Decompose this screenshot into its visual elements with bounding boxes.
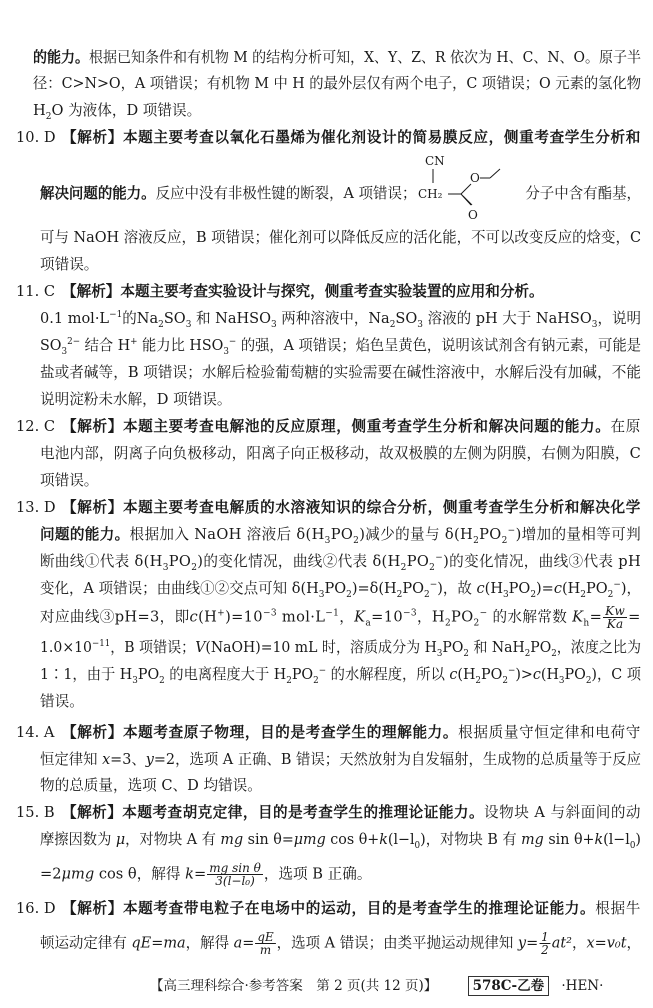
line-content <box>40 774 262 798</box>
text-line <box>40 828 641 852</box>
text-line <box>62 415 641 439</box>
text-segment: 3 <box>132 675 138 686</box>
text-segment: x <box>102 751 111 768</box>
text-line <box>33 46 641 70</box>
text-segment: −3 <box>262 608 277 619</box>
text-segment: )=10 <box>225 608 263 626</box>
text-segment: K <box>354 608 366 626</box>
text-segment: 2 <box>158 319 164 330</box>
text-line <box>40 253 641 277</box>
text-segment: 反应中没有非极性键的断裂，A 项错误； <box>155 185 417 202</box>
bond <box>490 169 500 178</box>
text-segment: ，B 项错误； <box>110 639 196 656</box>
line-content <box>40 577 641 601</box>
text-segment: + <box>130 337 138 348</box>
analysis-heading: 【解析】本题主要考查电解池的反应原理，侧重考查学生分析和解决问题的能力。 <box>62 418 611 435</box>
fraction <box>255 931 275 956</box>
text-segment: 对应曲线③pH=3，即 <box>40 608 190 626</box>
text-segment: 电池内部，阴离子向负极移动，阳离子向正极移动，故双极膜的左侧为阴膜，右侧为阳膜，C <box>40 445 641 462</box>
text-segment: 溶液的 pH 大于 NaHSO <box>422 310 592 327</box>
text-segment: k <box>185 865 194 883</box>
line-content <box>40 550 641 574</box>
text-line <box>40 361 641 385</box>
text-segment: )=δ(H <box>351 580 397 597</box>
text-segment: 设物块 A 与斜面间的动 <box>484 804 641 821</box>
text-segment: 2 <box>313 675 319 686</box>
text-segment: h <box>583 618 590 629</box>
text-segment: 2 <box>502 675 508 686</box>
text-segment: PO <box>291 666 314 683</box>
page-footer <box>150 975 603 997</box>
text-segment: )，对物块 B 有 <box>420 831 522 848</box>
text-segment: 3 <box>591 319 598 330</box>
text-segment: c <box>532 666 541 683</box>
text-segment: 在原 <box>610 418 641 435</box>
text-segment: − <box>429 580 438 591</box>
line-content <box>40 253 98 277</box>
text-line <box>62 280 641 304</box>
text-segment: 能力比 HSO <box>137 337 224 354</box>
text-segment: 2 <box>444 618 452 629</box>
text-segment: a <box>365 618 372 629</box>
fraction <box>539 931 551 956</box>
text-segment: SO <box>395 310 418 327</box>
line-content <box>40 226 641 250</box>
text-segment: 0 <box>414 840 421 851</box>
text-segment: ) <box>635 831 641 848</box>
text-segment: (H <box>561 580 581 597</box>
text-segment: SO <box>40 337 62 354</box>
cyano-label: CN <box>425 154 445 168</box>
text-segment: = <box>594 934 607 952</box>
text-segment: 2− <box>67 337 81 348</box>
analysis-heading: 【解析】本题主要考查以氧化石墨烯为催化剂设计的简易膜反应，侧重考查学生分析和 <box>62 129 641 146</box>
text-segment: 项错误。 <box>40 256 99 273</box>
text-line <box>33 72 641 96</box>
text-segment: 摩擦因数为 <box>40 831 116 848</box>
text-segment: + <box>217 608 226 619</box>
text-segment: PO <box>168 553 192 570</box>
text-segment: 3 <box>502 589 509 600</box>
text-segment: a <box>233 934 243 952</box>
text-segment: 变化，A 项错误；由曲线①②交点可知 δ(H <box>40 580 319 597</box>
text-line <box>40 388 641 412</box>
text-segment: )，C 项 <box>591 666 641 683</box>
text-segment: sin θ+ <box>543 831 595 848</box>
text-line <box>40 307 641 331</box>
text-line <box>62 126 641 150</box>
question-number: 12. C <box>16 418 56 435</box>
line-content <box>40 862 371 887</box>
text-segment: = <box>193 865 207 883</box>
text-line <box>40 690 641 714</box>
text-segment: mg <box>220 831 244 848</box>
analysis-heading: 解决问题的能力。 <box>40 185 156 202</box>
text-segment: )= <box>536 580 554 597</box>
text-segment: 错误。 <box>40 693 84 710</box>
text-segment: ，H <box>416 608 445 626</box>
analysis-heading: 【解析】本题主要考查实验设计与探究，侧重考查实验装置的应用和分析。 <box>62 283 544 300</box>
text-segment: μmg <box>293 831 326 848</box>
text-segment: PO <box>481 666 503 683</box>
question-number: 15. B <box>16 804 55 821</box>
line-content <box>40 523 641 547</box>
text-segment: 的强，A 项错误；焰色呈黄色，说明该试剂含有钠元素，可能是 <box>236 337 641 354</box>
bond <box>463 196 472 205</box>
text-line <box>40 748 641 772</box>
text-segment: 分子中含有酯基， <box>525 185 641 202</box>
analysis-heading: 的能力。 <box>33 49 89 66</box>
text-segment: 2 <box>580 589 586 600</box>
text-segment: 3 <box>162 562 169 573</box>
text-segment: H <box>33 102 46 119</box>
numerator: Kw <box>605 604 626 618</box>
text-segment: 的Na <box>122 310 159 327</box>
numerator: qE <box>257 930 274 944</box>
text-segment: 0 <box>629 840 636 851</box>
text-segment: 根据质量守恒定律和电荷守 <box>458 724 641 741</box>
text-segment: c <box>476 580 485 597</box>
text-segment: 1.0×10 <box>40 639 92 656</box>
denominator: 2 <box>541 943 549 957</box>
text-line <box>40 469 641 493</box>
text-segment: 2 <box>429 562 436 573</box>
text-segment: 2 <box>424 589 430 600</box>
text-segment: 2 <box>353 535 360 546</box>
text-line <box>40 605 641 629</box>
text-segment: 3 <box>558 675 565 686</box>
text-segment: PO <box>479 526 502 543</box>
text-segment: PO <box>451 608 474 626</box>
text-segment: 的水解程度，所以 <box>326 666 450 683</box>
numerator: mg sin θ <box>209 861 261 875</box>
carbonyl-oxygen-label: O <box>468 208 478 222</box>
text-segment: PO <box>402 580 425 597</box>
text-segment: 2 <box>473 535 480 546</box>
text-segment: PO <box>508 580 531 597</box>
text-segment: c <box>189 608 199 626</box>
text-segment: PO <box>564 666 586 683</box>
question-number: 10. D <box>16 129 56 146</box>
text-segment: )的变化情况，曲线②代表 δ(H <box>197 553 401 570</box>
line-content <box>40 605 641 630</box>
line-content <box>40 931 641 956</box>
text-line <box>62 801 641 825</box>
text-segment: −1 <box>325 608 340 619</box>
text-segment: 项错误。 <box>40 472 99 489</box>
text-line <box>62 897 641 921</box>
text-line <box>40 226 641 250</box>
line-content <box>40 663 641 687</box>
text-segment: mg <box>521 831 544 848</box>
text-segment: 2 <box>45 111 52 122</box>
line-content <box>40 182 641 206</box>
text-segment: = <box>526 934 539 952</box>
text-segment: sin θ= <box>243 831 294 848</box>
text-segment: 2 <box>389 319 396 330</box>
text-segment: − <box>228 337 237 348</box>
text-segment: )增加的量相等可判 <box>515 526 641 543</box>
line-content <box>40 690 84 714</box>
text-segment: )， <box>620 580 641 597</box>
line-content <box>62 280 544 304</box>
text-segment: = <box>242 934 255 952</box>
text-segment: )减少的量与 δ(H <box>359 526 474 543</box>
text-segment: cos θ+ <box>325 831 380 848</box>
text-segment: 2 <box>551 648 557 659</box>
line-content <box>33 46 641 70</box>
text-segment: − <box>435 553 444 564</box>
text-segment: 3 <box>318 589 325 600</box>
text-segment: 2 <box>473 618 480 629</box>
text-line <box>40 334 641 358</box>
text-segment: 3 <box>61 346 68 357</box>
text-segment: ，选项 A 错误；由类平抛运动规律知 <box>276 934 518 952</box>
text-segment: 2 <box>463 648 469 659</box>
text-segment: ，选项 B 正确。 <box>263 865 372 883</box>
line-content <box>62 415 641 439</box>
ester-oxygen-label: O <box>470 171 480 185</box>
text-segment: 2 <box>501 535 508 546</box>
text-segment: (l−l <box>387 831 415 848</box>
analysis-heading: 【解析】本题考查原子物理，目的是考查学生的理解能力。 <box>62 724 459 741</box>
text-segment: =2，选项 A 正确、B 错误；天然放射为自发辐射，生成物的总质量等于反应 <box>153 751 642 768</box>
text-segment: = <box>628 608 641 626</box>
text-segment: PO <box>330 526 354 543</box>
text-segment: =2 <box>40 865 62 883</box>
text-segment: ， <box>339 608 355 626</box>
text-line <box>62 721 641 745</box>
text-segment: − <box>613 580 621 591</box>
text-segment: PO <box>137 666 160 683</box>
line-content <box>40 748 641 772</box>
text-segment: 1∶1，由于 H <box>40 666 133 683</box>
text-segment: 3 <box>223 346 229 357</box>
text-segment: 3 <box>436 648 443 659</box>
text-segment: =10 <box>371 608 403 626</box>
denominator: Ka <box>606 617 624 631</box>
analysis-heading: 问题的能力。 <box>40 526 130 543</box>
text-segment: PO <box>530 639 552 656</box>
text-segment: (l−l <box>603 831 630 848</box>
text-segment: v₀t <box>606 934 627 952</box>
text-segment: ，对物块 A 有 <box>125 831 221 848</box>
text-segment: )，故 <box>437 580 477 597</box>
line-content <box>62 126 641 150</box>
text-segment: )> <box>515 666 533 683</box>
text-segment: ，解得 <box>185 934 234 952</box>
text-segment: 3 <box>417 319 423 330</box>
text-segment: SO <box>163 310 186 327</box>
line-content <box>40 334 641 358</box>
text-segment: − <box>479 608 488 619</box>
text-segment: 3 <box>185 319 192 330</box>
line-content <box>62 801 641 825</box>
text-segment: −3 <box>402 608 417 619</box>
text-segment: 2 <box>346 589 352 600</box>
text-segment: 结合 H <box>80 337 131 354</box>
text-segment: 0.1 mol·L <box>40 310 110 327</box>
text-segment: 2 <box>530 589 537 600</box>
text-segment: =3、 <box>110 751 146 768</box>
text-segment: μmg <box>61 865 95 883</box>
text-segment: ， <box>626 934 641 952</box>
question-number: 11. C <box>16 283 56 300</box>
text-segment: 2 <box>159 675 165 686</box>
footer-title: 【高三理科综合·参考答案 第 2 页(共 12 页)】 <box>150 978 438 994</box>
line-content <box>33 99 201 123</box>
denominator: m <box>259 943 272 957</box>
region-code: ·HEN· <box>561 978 604 994</box>
line-content <box>40 828 641 852</box>
text-segment: 的水解常数 <box>487 608 573 626</box>
text-segment: )的变化情况，曲线③代表 pH <box>443 553 641 570</box>
text-segment: −1 <box>109 310 123 321</box>
text-segment: 盐或者碱等，B 项错误；水解后检验葡萄糖的实验需要在碱性溶液中，水解后没有加碱，不能 <box>40 364 641 381</box>
text-segment: = <box>151 934 164 952</box>
text-segment: y <box>517 934 527 952</box>
text-segment: ， <box>571 934 587 952</box>
text-line <box>40 550 641 574</box>
text-segment: PO <box>324 580 347 597</box>
text-segment: mol·L <box>276 608 326 626</box>
text-segment: 根据牛 <box>595 900 641 917</box>
text-segment: c <box>553 580 562 597</box>
text-line <box>40 523 641 547</box>
fraction <box>207 862 263 887</box>
text-segment: 和 NaHSO <box>191 310 271 327</box>
text-segment: 根据已知条件和有机物 M 的结构分析可知，X、Y、Z、R 依次为 H、C、N、O。原子半 <box>88 49 642 66</box>
text-segment: x <box>586 934 595 952</box>
text-segment: 径：C>N>O，A 项错误；有机物 M 中 H 的最外层仅有两个电子，C 项错误；O 元素的氢化物 <box>33 75 641 92</box>
fraction <box>603 605 627 630</box>
ethyl-cyanoacetate-structure <box>415 152 525 222</box>
text-line <box>40 663 641 687</box>
text-segment: ，浓度之比为 <box>556 639 641 656</box>
text-segment: (H <box>457 666 476 683</box>
text-segment: at² <box>551 934 572 952</box>
line-content <box>33 72 641 96</box>
text-segment: 2 <box>400 562 407 573</box>
bond <box>461 184 471 194</box>
text-segment: (H <box>540 666 559 683</box>
text-segment: 顿运动定律有 <box>40 934 132 952</box>
text-segment: 2 <box>191 562 198 573</box>
text-segment: V <box>195 639 206 656</box>
text-line <box>33 99 641 123</box>
text-segment: −11 <box>91 639 111 650</box>
line-content <box>40 361 641 385</box>
question-number: 14. A <box>16 724 55 741</box>
text-segment: 说明淀粉未水解，D 项错误。 <box>40 391 232 408</box>
text-line <box>40 182 641 206</box>
ch2-label: CH₂ <box>418 187 443 201</box>
line-content <box>62 897 641 921</box>
text-segment: 2 <box>396 589 403 600</box>
text-segment: 恒定律知 <box>40 751 103 768</box>
text-segment: (H <box>484 580 503 597</box>
text-line <box>62 496 641 520</box>
analysis-heading: 【解析】本题考查带电粒子在电场中的运动，目的是考查学生的推理论证能力。 <box>62 900 596 917</box>
text-segment: O 为液体，D 项错误。 <box>51 102 202 119</box>
line-content <box>40 442 641 466</box>
text-segment: qE <box>131 934 152 952</box>
text-line <box>40 931 641 955</box>
text-segment: ma <box>163 934 186 952</box>
text-segment: (H <box>198 608 218 626</box>
text-segment: 物的总质量，选项 C、D 均错误。 <box>40 777 262 794</box>
question-number: 16. D <box>16 900 56 917</box>
text-line <box>40 774 641 798</box>
text-line <box>40 577 641 601</box>
text-segment: 2 <box>524 648 531 659</box>
text-segment: c <box>449 666 458 683</box>
text-segment: 两种溶液中，Na <box>276 310 390 327</box>
text-segment: − <box>318 666 327 677</box>
text-segment: y <box>145 751 154 768</box>
analysis-heading: 【解析】本题主要考查电解质的水溶液知识的综合分析，侧重考查学生分析和解决化学 <box>62 499 641 516</box>
question-number: 13. D <box>16 499 56 516</box>
text-segment: PO <box>585 580 608 597</box>
text-segment: 3 <box>270 319 277 330</box>
line-content <box>40 307 641 331</box>
text-line <box>40 862 641 886</box>
text-segment: PO <box>442 639 464 656</box>
text-segment: ，说明 <box>597 310 641 327</box>
analysis-heading: 【解析】本题考查胡克定律，目的是考查学生的推理论证能力。 <box>62 804 485 821</box>
text-segment: PO <box>406 553 430 570</box>
text-segment: − <box>507 526 516 537</box>
text-segment: k <box>594 831 604 848</box>
text-segment: k <box>379 831 388 848</box>
line-content <box>62 721 641 745</box>
numerator: 1 <box>541 930 549 944</box>
text-segment: 2 <box>585 675 592 686</box>
text-segment: 断曲线①代表 δ(H <box>40 553 163 570</box>
line-content <box>62 496 641 520</box>
text-segment: − <box>507 666 516 677</box>
text-segment: (NaOH)=10 mL 时，溶质成分为 H <box>205 639 437 656</box>
text-line <box>40 636 641 660</box>
text-segment: 2 <box>607 589 614 600</box>
line-content <box>40 388 231 412</box>
text-segment: 3 <box>324 535 331 546</box>
text-segment: = <box>589 608 603 626</box>
paper-code-box: 578C-乙卷 <box>468 976 550 996</box>
text-segment: 根据加入 NaOH 溶液后 δ(H <box>129 526 325 543</box>
text-segment: 2 <box>475 675 482 686</box>
denominator: 3(l−l₀) <box>215 874 255 888</box>
text-segment: 可与 NaOH 溶液反应，B 项错误；催化剂可以降低反应的活化能，不可以改变反应的焓变，C <box>40 229 641 246</box>
text-segment: K <box>572 608 584 626</box>
text-segment: cos θ，解得 <box>94 865 186 883</box>
line-content <box>40 636 641 660</box>
text-segment: 2 <box>286 675 292 686</box>
text-segment: 的电离程度大于 H <box>164 666 287 683</box>
text-line <box>40 442 641 466</box>
line-content <box>40 469 98 493</box>
text-segment: μ <box>115 831 126 848</box>
text-segment: 和 NaH <box>468 639 525 656</box>
